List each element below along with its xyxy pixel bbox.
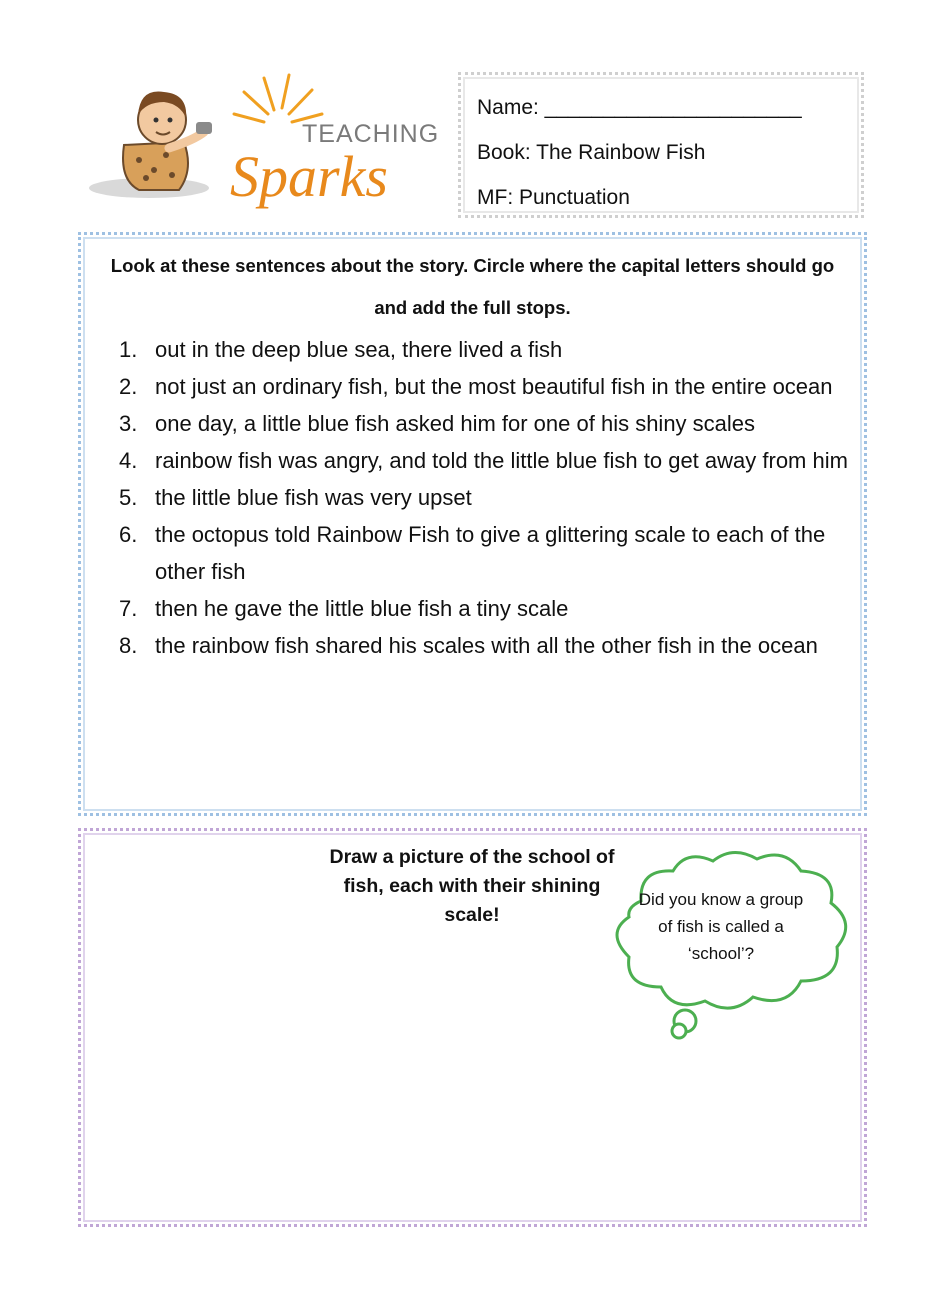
student-info-box: [458, 72, 864, 218]
drawing-instruction: Draw a picture of the school of fish, each with their shining scale!: [329, 846, 615, 926]
list-item: 3. one day, a little blue fish asked him for one of his shiny scales: [119, 405, 854, 442]
sentence-text: then he gave the little blue fish a tiny scale: [155, 596, 569, 621]
sentence-text: the rainbow fish shared his scales with all the other fish in the ocean: [155, 633, 818, 658]
list-item: 5. the little blue fish was very upset: [119, 479, 854, 516]
list-item: 2. not just an ordinary fish, but the most beautiful fish in the entire ocean: [119, 368, 854, 405]
thought-bubble: [601, 841, 861, 1041]
teaching-sparks-logo: [84, 70, 454, 220]
sentence-text: one day, a little blue fish asked him for one of his shiny scales: [155, 411, 756, 436]
sentence-text: rainbow fish was angry, and told the little blue fish to get away from him: [155, 448, 848, 473]
list-item: 8. the rainbow fish shared his scales with all the other fish in the ocean: [119, 627, 854, 664]
list-item: 1. out in the deep blue sea, there lived a fish: [119, 331, 854, 368]
sentence-text: not just an ordinary fish, but the most beautiful fish in the entire ocean: [155, 374, 833, 399]
list-item: 6. the octopus told Rainbow Fish to give a glittering scale to each of the other fish: [119, 516, 854, 590]
sentence-list: [119, 331, 854, 664]
logo-brand-bottom: Sparks: [230, 144, 388, 209]
mf-label: MF: Punctuation: [477, 186, 630, 209]
logo-brand-top: TEACHING: [302, 120, 440, 148]
sentence-text: the little blue fish was very upset: [155, 485, 472, 510]
bubble-fact: Did you know a group of fish is called a ‘school’?: [638, 890, 804, 963]
list-item: 7. then he gave the little blue fish a tiny scale: [119, 590, 854, 627]
sentence-text: the octopus told Rainbow Fish to give a glittering scale to each of the other fish: [155, 522, 826, 584]
sentence-text: out in the deep blue sea, there lived a fish: [155, 337, 563, 362]
list-item: 4. rainbow fish was angry, and told the little blue fish to get away from him: [119, 442, 854, 479]
name-field[interactable]: Name: ______________________: [477, 96, 802, 119]
drawing-area[interactable]: [78, 828, 867, 1227]
spark-rays-icon: [234, 75, 322, 122]
punctuation-task-box: [78, 232, 867, 816]
book-label: Book: The Rainbow Fish: [477, 141, 706, 164]
task-instruction: Look at these sentences about the story. Circle where the capital letters should go and add the full stops.: [110, 255, 835, 318]
